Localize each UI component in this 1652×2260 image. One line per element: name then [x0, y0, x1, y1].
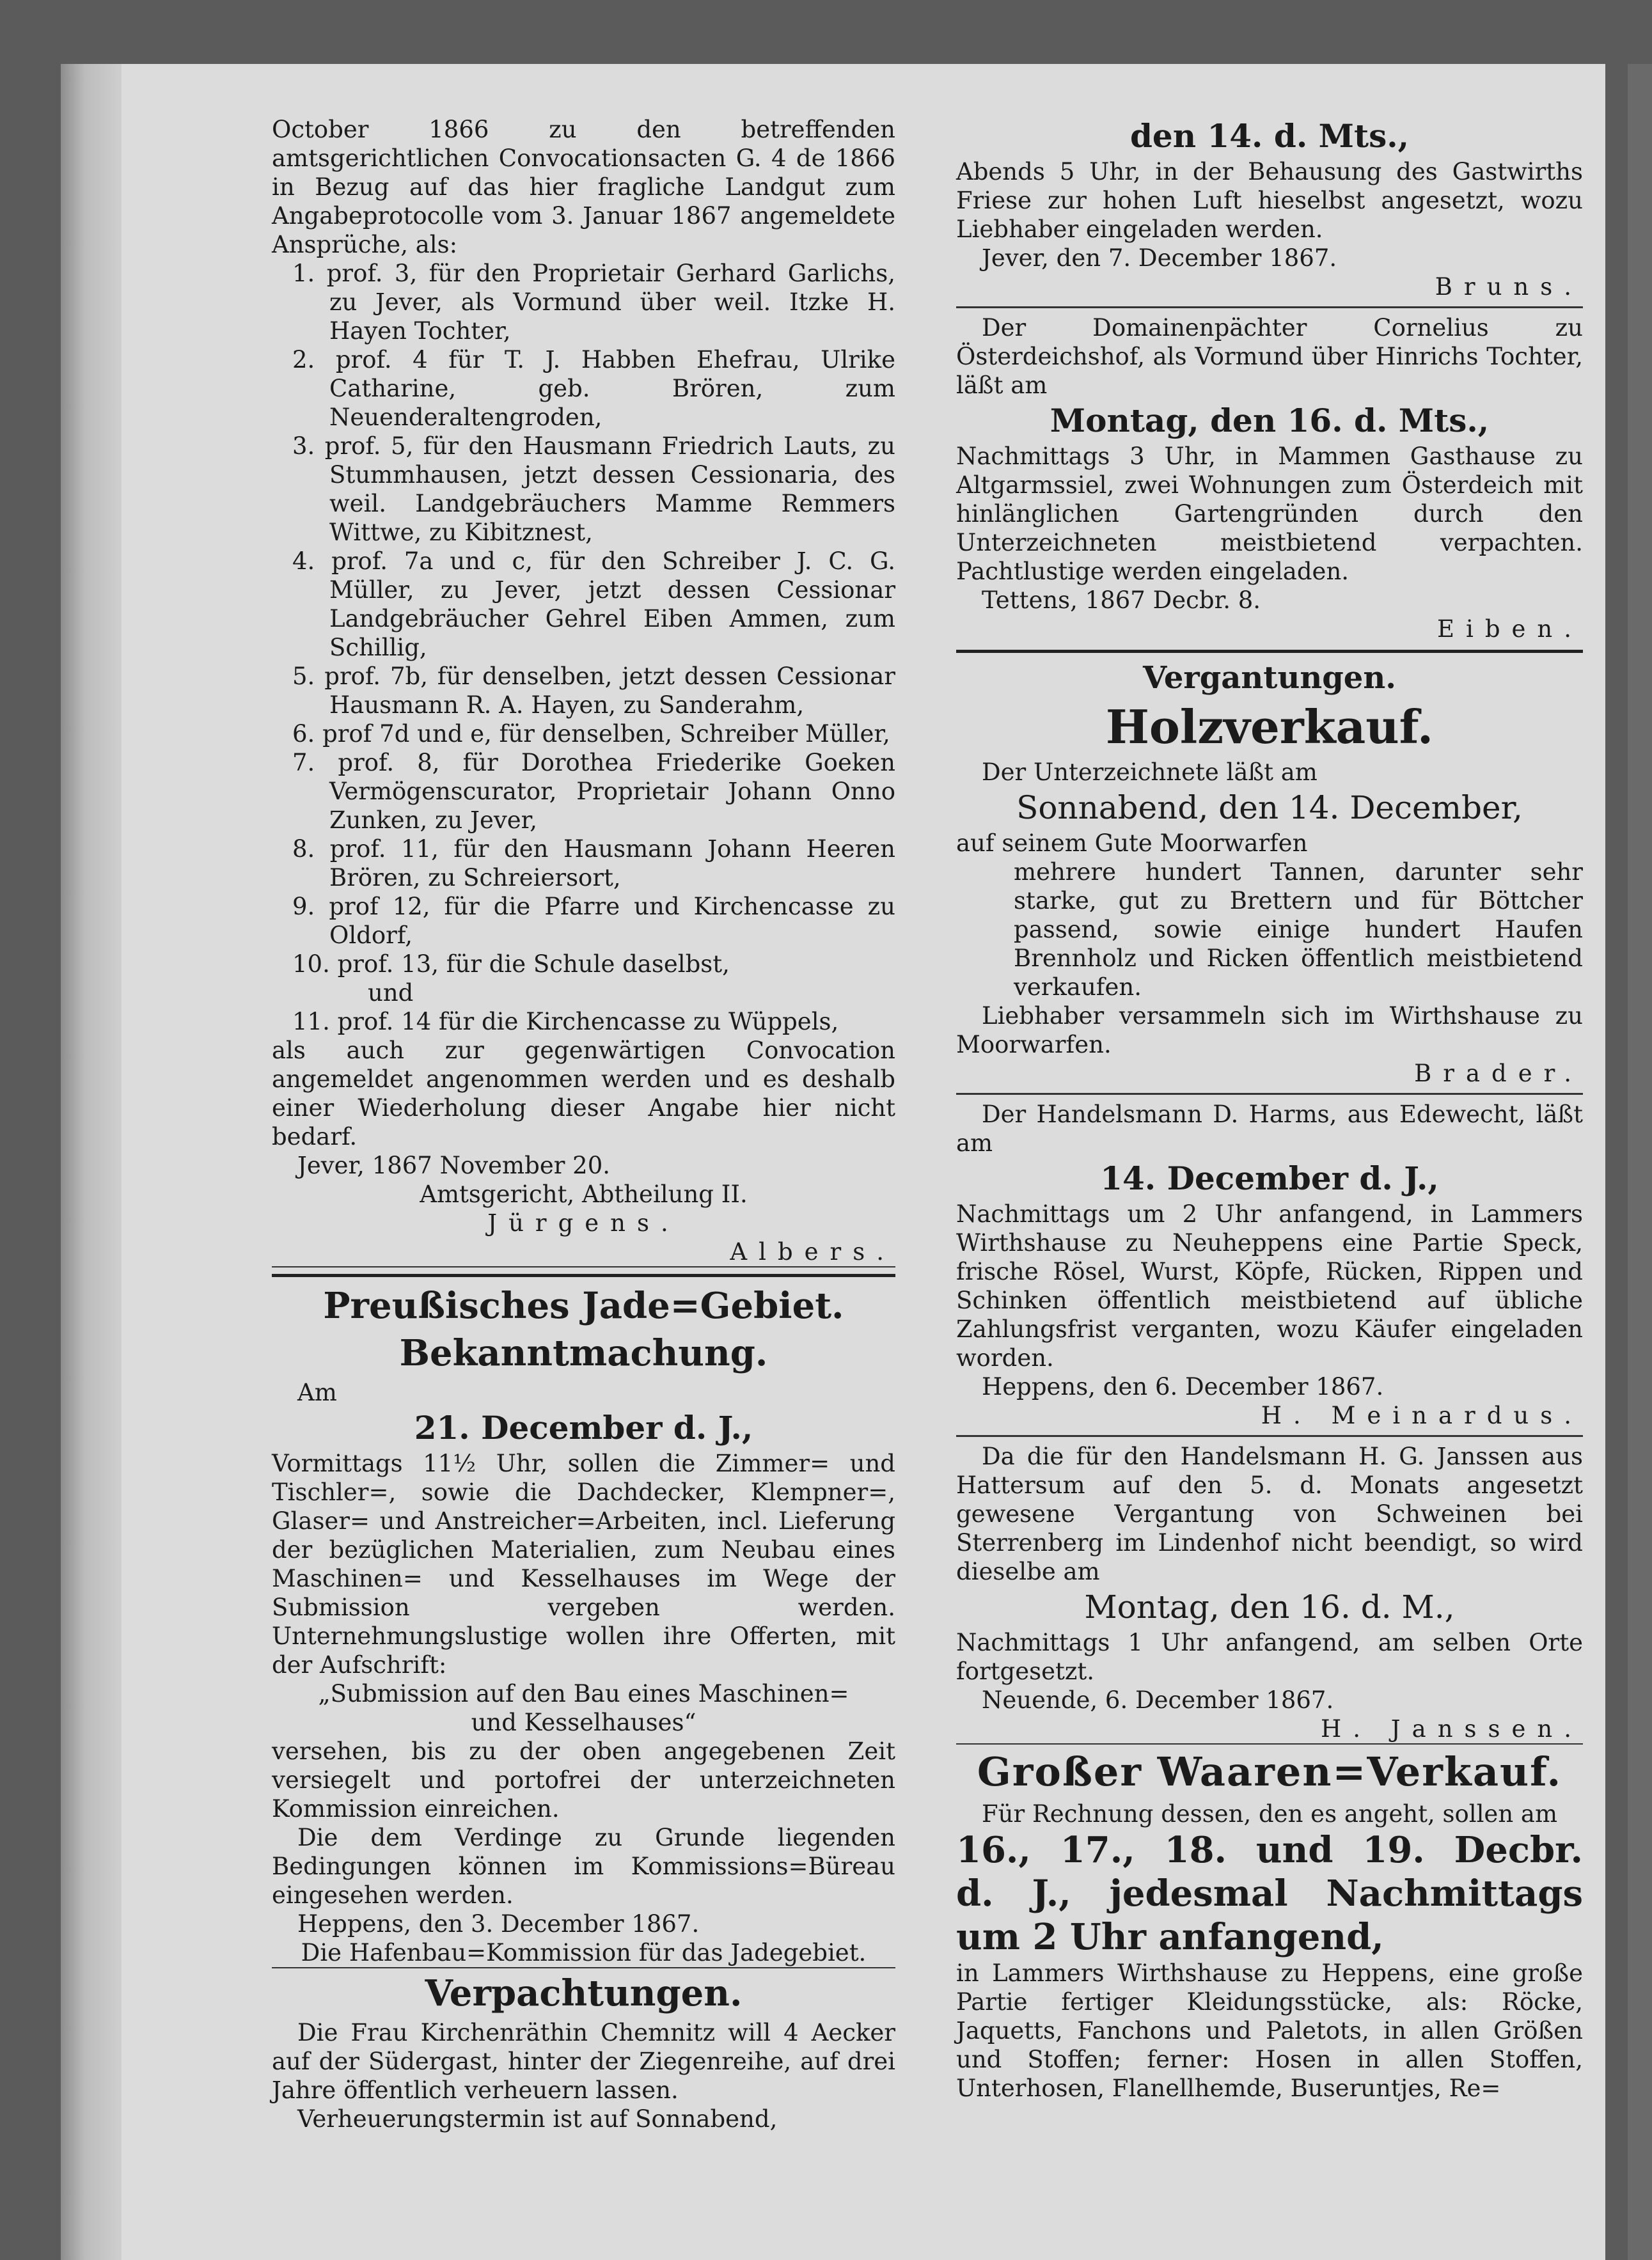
notice-text: Am [297, 1379, 337, 1406]
claim-item: 7. prof. 8, für Dorothea Friederike Goeken Vermögenscurator, Proprietair Johann Onno Zunken, zu Jever, [292, 749, 895, 834]
place-date: Heppens, den 3. December 1867. [297, 1910, 700, 1938]
claim-item: 9. prof 12, für die Pfarre und Kirchencasse zu Oldorf, [292, 893, 895, 949]
claim-item: 1. prof. 3, für den Proprietair Gerhard Garlichs, zu Jever, als Vormund über weil. Itzke H. Hayen Tochter, [292, 260, 895, 345]
signature: Jürgens. [487, 1209, 680, 1237]
notice-date: d. J., jedesmal Nachmittags [956, 1872, 1583, 1915]
signature: Brader. [1414, 1060, 1583, 1087]
notice-text: mehrere hundert Tannen, darunter sehr starke, gut zu Brettern und für Böttcher passend, sowie einige hundert Haufen Brennholz und Ricken öffentlich meistbietend verkaufen. [1014, 858, 1583, 1001]
claims-list [272, 259, 895, 1036]
notice-text: versehen, bis zu der oben angegebenen Zeit versiegelt und portofrei der unterzeichneten Kommission einreichen. [272, 1738, 895, 1823]
outro-text: als auch zur gegenwärtigen Convocation angemeldet angenommen werden und es deshalb einer Wiederholung dieser Angabe hier nicht bedarf. [272, 1037, 895, 1150]
section-divider [272, 1274, 895, 1277]
notice-date: den 14. d. Mts., [1129, 117, 1410, 155]
claim-item: 2. prof. 4 für T. J. Habben Ehefrau, Ulrike Catharine, geb. Brören, zum Neuenderaltengroden, [292, 346, 895, 431]
place-date: Jever, den 7. December 1867. [982, 244, 1337, 272]
signature: Bruns. [1435, 273, 1583, 301]
divider [956, 1093, 1583, 1095]
claim-item: 10. prof. 13, für die Schule daselbst, [292, 950, 730, 978]
notice-text: auf seinem Gute Moorwarfen [956, 829, 1308, 857]
section-divider [956, 650, 1583, 653]
section-heading: Verpachtungen. [425, 1972, 743, 2014]
authority: Amtsgericht, Abtheilung II. [420, 1181, 748, 1208]
claim-item: 5. prof. 7b, für denselben, jetzt dessen Cessionar Hausmann R. A. Hayen, zu Sanderahm, [292, 663, 895, 719]
signature: H. Janssen. [956, 1715, 1583, 1745]
section-heading: Vergantungen. [1143, 660, 1396, 696]
adjacent-page-edge [1628, 64, 1652, 2260]
notice-text: in Lammers Wirthshause zu Heppens, eine große Partie fertiger Kleidungsstücke, als: Röcke, Jaquetts, Fanchons und Paletots, in allen Größen und Stoffen; ferner: Hosen in allen Stoffen, Unterhosen, Flanellhemde, Buseruntjes, Re= [956, 1959, 1583, 2102]
right-column [956, 115, 1583, 2103]
divider [956, 1435, 1583, 1437]
signature: Eiben. [1436, 615, 1583, 643]
claim-item: 11. prof. 14 für die Kirchencasse zu Wüppels, [292, 1008, 839, 1035]
section-heading: Bekanntmachung. [399, 1332, 768, 1374]
notice-text: Nachmittags 1 Uhr anfangend, am selben Orte fortgesetzt. [956, 1629, 1583, 1685]
claim-item: 6. prof 7d und e, für denselben, Schreiber Müller, [292, 720, 890, 748]
place-date: Tettens, 1867 Decbr. 8. [982, 586, 1261, 614]
notice-date: 21. December d. J., [414, 1409, 753, 1447]
notice-text: Die Frau Kirchenräthin Chemnitz will 4 Aecker auf der Südergast, hinter der Ziegenreihe, auf drei Jahre öffentlich verheuern lassen. [272, 2019, 895, 2104]
section-heading: Preußisches Jade=Gebiet. [323, 1285, 844, 1327]
place-date: Neuende, 6. December 1867. [982, 1686, 1334, 1714]
notice-date: 14. December d. J., [1100, 1159, 1439, 1197]
divider [956, 306, 1583, 308]
claim-item: 8. prof. 11, für den Hausmann Johann Heeren Brören, zu Schreiersort, [292, 835, 895, 891]
notice-text: Der Handelsmann D. Harms, aus Edewecht, läßt am [956, 1101, 1583, 1157]
place-date: Jever, 1867 November 20. [297, 1152, 611, 1179]
claim-item: 4. prof. 7a und c, für den Schreiber J. C. G. Müller, zu Jever, jetzt dessen Cessionar Landgebräucher Gehrel Eiben Ammen, zum Schillig, [292, 547, 895, 661]
notice-text: Verheuerungstermin ist auf Sonnabend, [297, 2105, 778, 2133]
notice-text: Für Rechnung dessen, den es angeht, sollen am [982, 1800, 1558, 1828]
notice-date: Montag, den 16. d. M., [1084, 1589, 1455, 1626]
notice-text: Da die für den Handelsmann H. G. Janssen aus Hattersum auf den 5. d. Monats angesetzt gewesene Vergantung von Schweinen bei Sterrenberg im Lindenhof nicht beendigt, so wird dieselbe am [956, 1443, 1583, 1585]
signature: Die Hafenbau=Kommission für das Jadegebiet. [272, 1938, 895, 1968]
notice-text: Die dem Verdinge zu Grunde liegenden Bedingungen können im Kommissions=Büreau eingesehen werden. [272, 1824, 895, 1909]
signature: H. Meinardus. [1261, 1402, 1583, 1429]
section-heading: Großer Waaren=Verkauf. [977, 1748, 1562, 1795]
notice-text: Vormittags 11½ Uhr, sollen die Zimmer= und Tischler=, sowie die Dachdecker, Klempner=, Glaser= und Anstreicher=Arbeiten, incl. Lieferung der bezüglichen Materialien, zum Neubau eines Maschinen= und Kesselhauses im Wege der Submission vergeben werden. Unternehmungslustige wollen ihre Offerten, mit der Aufschrift: [272, 1450, 895, 1679]
notice-text: Nachmittags 3 Uhr, in Mammen Gasthause zu Altgarmssiel, zwei Wohnungen zum Österdeich mit hinlänglichen Gartengründen durch den Unterzeichneten meistbietend verpachten. Pachtlustige werden eingeladen. [956, 443, 1583, 585]
claim-item: 3. prof. 5, für den Hausmann Friedrich Lauts, zu Stummhausen, jetzt dessen Cessionaria, des weil. Landgebräuchers Mamme Remmers Wittwe, zu Kibitznest, [292, 432, 895, 546]
notice-date: Montag, den 16. d. Mts., [1050, 402, 1490, 439]
notice-text: Abends 5 Uhr, in der Behausung des Gastwirths Friese zur hohen Luft hieselbst angesetzt, wozu Liebhaber eingeladen werden. [956, 158, 1583, 243]
section-heading: Holzverkauf. [1105, 700, 1434, 754]
notice-text: Liebhaber versammeln sich im Wirthshause zu Moorwarfen. [956, 1002, 1583, 1058]
signature: Albers. [272, 1237, 895, 1267]
notice-date: 16., 17., 18. und 19. Decbr. [956, 1829, 1583, 1871]
notice-text: Der Domainenpächter Cornelius zu Österdeichshof, als Vormund über Hinrichs Tochter, läßt am [956, 314, 1583, 399]
notice-text: Nachmittags um 2 Uhr anfangend, in Lammers Wirthshause zu Neuheppens eine Partie Speck, frische Rösel, Wurst, Köpfe, Rücken, Rippen und Schinken öffentlich meistbietend auf übliche Zahlungsfrist verganten, wozu Käufer eingeladen worden. [956, 1200, 1583, 1372]
notice-date: Sonnabend, den 14. December, [1016, 789, 1523, 826]
notice-text: Der Unterzeichnete läßt am [982, 758, 1318, 786]
place-date: Heppens, den 6. December 1867. [982, 1373, 1384, 1401]
claim-connector: und [368, 979, 414, 1007]
intro-text: October 1866 zu den betreffenden amtsgerichtlichen Convocationsacten G. 4 de 1866 in Bezug auf das hier fragliche Landgut zum Angabeprotocolle vom 3. Januar 1867 angemeldete Ansprüche, als: [272, 116, 895, 258]
left-column [272, 115, 895, 2133]
notice-date: um 2 Uhr anfangend, [956, 1916, 1384, 1958]
book-gutter [61, 64, 122, 2260]
notice-quote: „Submission auf den Bau eines Maschinen= und Kesselhauses“ [318, 1680, 849, 1736]
